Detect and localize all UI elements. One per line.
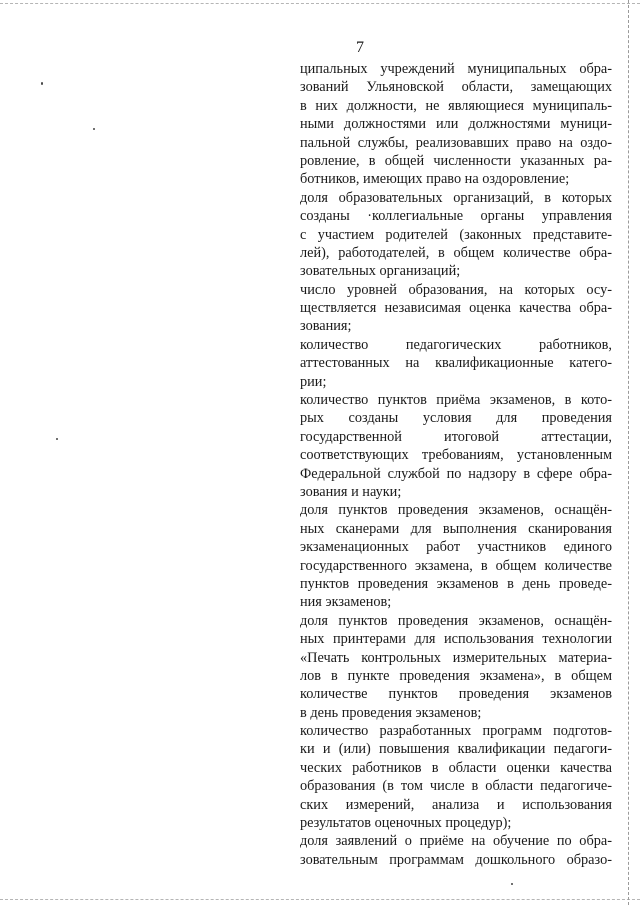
text-line: количество разработанных программ подготов- [300,723,612,740]
text-line: рии; [300,373,327,390]
text-line: лей), работодателей, в общем количестве обра- [300,244,612,261]
text-line: зования и науки; [300,483,402,500]
text-line: зовательным программам дошкольного образо- [300,851,612,868]
text-line: ческих работников в области оценки качества [300,759,612,776]
text-line: доля пунктов проведения экзаменов, оснащён- [300,502,612,519]
text-line: с участием родителей (законных представите- [300,226,612,243]
text-line: зования; [300,318,352,335]
text-line: доля образовательных организаций, в которых [300,189,612,206]
text-line: доля пунктов проведения экзаменов, оснащён- [300,612,612,629]
text-line: соответствующих требованиям, установленным [300,447,612,464]
text-line: ровление, в общей численности указанных ра- [300,152,612,169]
text-line: результатов оценочных процедур); [300,815,512,832]
text-line: «Печать контрольных измерительных материа- [300,649,612,666]
text-line: лов в пункте проведения экзамена», в общем [300,667,612,684]
text-line: государственного экзамена, в общем количестве [300,557,612,574]
scan-speck [511,883,513,885]
text-line: экзаменационных работ участников единого [300,539,612,556]
text-line: количестве пунктов проведения экзаменов [300,686,612,703]
text-line: созданы ·коллегиальные органы управления [300,208,612,225]
text-line: ния экзаменов; [300,594,392,611]
scan-speck [41,82,43,85]
text-line: ными должностями или должностями муници- [300,116,612,133]
text-line: ных сканерами для выполнения сканирования [300,520,612,537]
text-line: ских измерений, анализа и использования [300,796,612,813]
scan-speck [56,438,58,440]
text-line: ществляется независимая оценка качества обра- [300,300,612,317]
text-line: ботников, имеющих право на оздоровление; [300,171,570,188]
scan-edge-bottom [0,899,640,900]
text-line: пунктов проведения экзаменов в день проведе- [300,575,612,592]
scan-edge-top [0,3,640,4]
text-line: ципальных учреждений муниципальных обра- [300,61,612,77]
text-line: в них должности, не являющиеся муниципаль- [300,97,612,114]
text-line: образования (в том числе в области педагогиче- [300,778,612,795]
text-line: Федеральной службой по надзору в сфере обра- [300,465,612,482]
text-line: зовательных организаций; [300,263,461,280]
body-text [300,60,612,869]
text-line: аттестованных на квалификационные катего- [300,355,612,372]
text-line: ных принтерами для использования технологии [300,631,612,648]
scan-speck [93,128,95,130]
text-line: рых созданы условия для проведения [300,410,612,427]
text-line: государственной итоговой аттестации, [300,428,612,445]
text-line: пальной службы, реализовавших право на оздо- [300,134,612,151]
text-line: доля заявлений о приёме на обучение по обра- [300,833,612,850]
scan-edge-right [628,0,629,905]
text-line: в день проведения экзаменов; [300,704,482,721]
page-number: 7 [356,39,364,56]
text-line: число уровней образования, на которых осу- [300,281,612,298]
text-line: зований Ульяновской области, замещающих [300,79,612,96]
text-line: ки и (или) повышения квалификации педагоги- [300,741,612,758]
text-line: количество педагогических работников, [300,336,612,353]
text-line: количество пунктов приёма экзаменов, в кото- [300,392,612,409]
